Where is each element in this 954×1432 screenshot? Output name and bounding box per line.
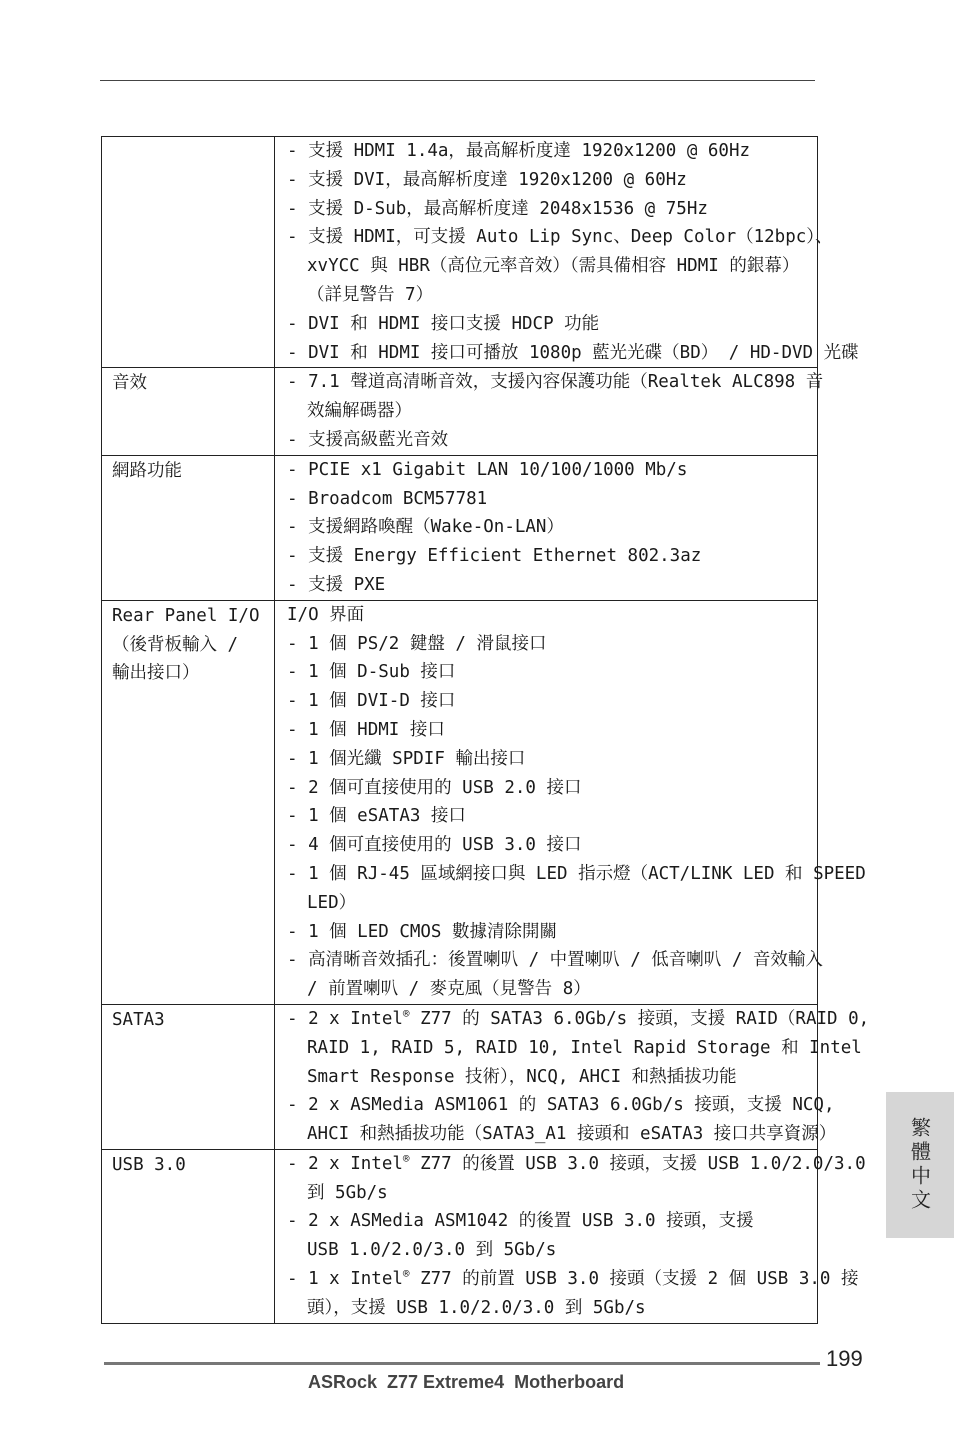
- spec-row: [102, 1004, 818, 1149]
- spec-line: - 支援 HDMI 1.4a，最高解析度達 1920x1200 @ 60Hz: [287, 141, 751, 161]
- spec-row: [102, 368, 818, 455]
- spec-row: [102, 137, 818, 368]
- spec-line: AHCI 和熱插拔功能（SATA3_A1 接頭和 eSATA3 接口共享資源）: [307, 1124, 837, 1145]
- spec-line: - DVI 和 HDMI 接口可播放 1080p 藍光光碟（BD） / HD-DVD 光碟: [287, 342, 859, 363]
- spec-label: 音效: [112, 373, 147, 394]
- registered-mark: ®: [402, 1006, 410, 1020]
- spec-content-cell: [275, 368, 824, 455]
- spec-line: - 1 個 HDMI 接口: [287, 719, 445, 740]
- spec-label-cell: [102, 368, 275, 455]
- spec-label-cell: [102, 1004, 275, 1149]
- spec-line: - 1 個光纖 SPDIF 輸出接口: [287, 748, 526, 769]
- spec-line-text: Z77 的前置 USB 3.0 接頭（支援 2 個 USB 3.0 接: [409, 1269, 859, 1290]
- spec-label: （後背板輸入 /: [112, 634, 239, 655]
- spec-line: [287, 1265, 859, 1294]
- spec-line-text: Z77 的 SATA3 6.0Gb/s 接頭，支援 RAID（RAID 0,: [409, 1008, 870, 1029]
- spec-line: - 高清晰音效插孔：後置喇叭 / 中置喇叭 / 低音喇叭 / 音效輸入: [287, 950, 823, 971]
- spec-line: - 2 x ASMedia ASM1042 的後置 USB 3.0 接頭，支援: [287, 1211, 754, 1232]
- spec-line: [287, 1005, 870, 1034]
- spec-line: 頭），支援 USB 1.0/2.0/3.0 到 5Gb/s: [307, 1297, 646, 1318]
- spec-label: SATA3: [112, 1009, 165, 1030]
- spec-line: - 4 個可直接使用的 USB 3.0 接口: [287, 835, 582, 856]
- top-rule: [100, 80, 815, 81]
- spec-line: - 支援 DVI，最高解析度達 1920x1200 @ 60Hz: [287, 169, 687, 190]
- language-tab: [886, 1092, 954, 1238]
- spec-label: 輸出接口）: [112, 663, 200, 684]
- spec-row: [102, 1149, 818, 1323]
- spec-line: - 1 個 LED CMOS 數據清除開關: [287, 921, 558, 942]
- spec-line: - 2 x ASMedia ASM1061 的 SATA3 6.0Gb/s 接頭，支援 NCQ,: [287, 1095, 835, 1116]
- spec-line: [287, 1150, 866, 1179]
- spec-line-prefix: - 2 x Intel: [287, 1008, 403, 1029]
- spec-label: Rear Panel I/O: [112, 605, 260, 626]
- spec-line-text: Z77 的後置 USB 3.0 接頭，支援 USB 1.0/2.0/3.0: [409, 1153, 866, 1174]
- spec-line: RAID 1, RAID 5, RAID 10, Intel Rapid Storage 和 Intel: [307, 1037, 862, 1058]
- registered-mark: ®: [402, 1267, 410, 1281]
- language-tab-label: 繁體中文: [907, 1117, 932, 1213]
- spec-content-cell: [275, 1149, 866, 1323]
- spec-label-cell: [102, 1149, 275, 1323]
- bottom-rule: [104, 1362, 820, 1365]
- spec-line: - DVI 和 HDMI 接口支援 HDCP 功能: [287, 313, 600, 334]
- spec-content-cell: [275, 137, 859, 368]
- spec-label-cell: [102, 600, 275, 1004]
- spec-line: - 1 個 D-Sub 接口: [287, 662, 456, 683]
- spec-content-cell: [275, 600, 866, 1004]
- spec-row: [102, 455, 818, 600]
- spec-line: - 支援 HDMI，可支援 Auto Lip Sync、Deep Color（12bpc）、: [287, 227, 833, 248]
- spec-line: LED）: [307, 892, 357, 913]
- spec-line: USB 1.0/2.0/3.0 到 5Gb/s: [307, 1240, 557, 1261]
- spec-line: / 前置喇叭 / 麥克風（見警告 8）: [307, 979, 591, 1000]
- spec-line-prefix: - 1 x Intel: [287, 1269, 403, 1290]
- spec-line: - 支援 PXE: [287, 574, 386, 595]
- spec-line: - 支援高級藍光音效: [287, 429, 449, 450]
- spec-line: - 支援 Energy Efficient Ethernet 802.3az: [287, 546, 702, 567]
- spec-line: - 1 個 PS/2 鍵盤 / 滑鼠接口: [287, 633, 547, 654]
- spec-table: [101, 136, 870, 1324]
- spec-line: - 支援 D-Sub，最高解析度達 2048x1536 @ 75Hz: [287, 198, 708, 219]
- spec-line: - 2 個可直接使用的 USB 2.0 接口: [287, 777, 582, 798]
- spec-line: - 1 個 DVI-D 接口: [287, 691, 456, 712]
- spec-label: USB 3.0: [112, 1154, 186, 1175]
- spec-content-cell: [275, 455, 818, 600]
- spec-line: - Broadcom BCM57781: [287, 488, 488, 509]
- footer-title: ASRock Z77 Extreme4 Motherboard: [308, 1372, 625, 1392]
- spec-line: - 支援網路喚醒（Wake-On-LAN）: [287, 517, 564, 538]
- spec-line: I/O 界面: [287, 604, 365, 625]
- spec-line: xvYCC 與 HBR（高位元率音效）（需具備相容 HDMI 的銀幕）: [307, 256, 800, 277]
- spec-line: （詳見警告 7）: [307, 284, 434, 305]
- spec-label: 網路功能: [112, 460, 182, 481]
- spec-line-prefix: - 2 x Intel: [287, 1153, 403, 1174]
- registered-mark: ®: [402, 1151, 410, 1165]
- spec-line: 到 5Gb/s: [307, 1182, 388, 1203]
- spec-line: - PCIE x1 Gigabit LAN 10/100/1000 Mb/s: [287, 459, 688, 480]
- spec-line: - 7.1 聲道高清晰音效，支援內容保護功能（Realtek ALC898 音: [287, 372, 824, 393]
- spec-line: - 1 個 eSATA3 接口: [287, 806, 466, 827]
- spec-line: Smart Response 技術），NCQ, AHCI 和熱插拔功能: [307, 1066, 737, 1087]
- spec-content-cell: [275, 1004, 870, 1149]
- spec-label-cell: [102, 455, 275, 600]
- spec-row: [102, 600, 818, 1004]
- page-number: 199: [826, 1346, 863, 1371]
- spec-line: - 1 個 RJ-45 區域網接口與 LED 指示燈（ACT/LINK LED 和 SPEED: [287, 863, 866, 884]
- spec-label-cell: [102, 137, 275, 368]
- spec-line: 效編解碼器）: [307, 401, 412, 422]
